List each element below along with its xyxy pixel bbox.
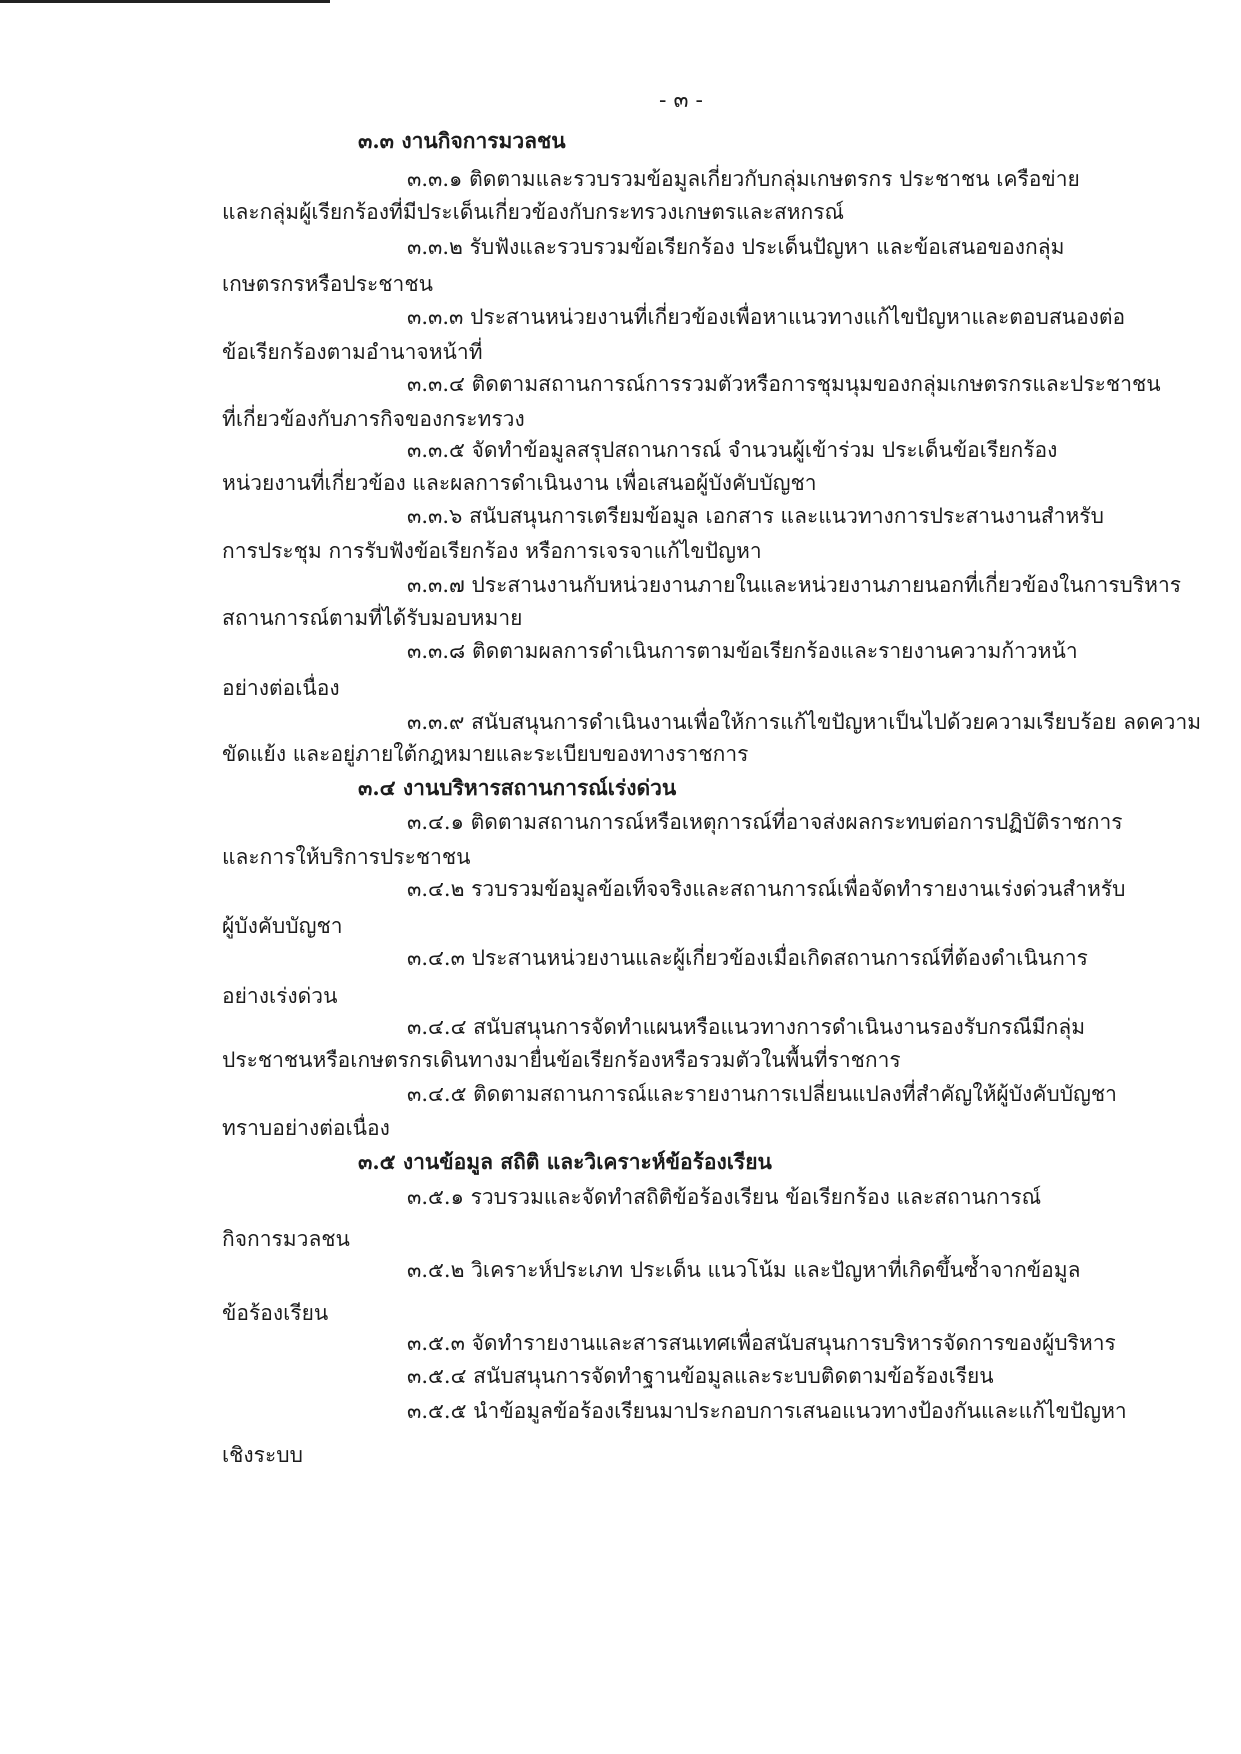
item-continuation: ทราบอย่างต่อเนื่อง xyxy=(222,1116,390,1140)
item-continuation: ที่เกี่ยวข้องกับภารกิจของกระทรวง xyxy=(222,407,525,431)
item-line: ๓.๓.๔ ติดตามสถานการณ์การรวมตัวหรือการชุมนุมของกลุ่มเกษตรกรและประชาชน xyxy=(407,372,1161,396)
section-heading: ๓.๕ งานข้อมูล สถิติ และวิเคราะห์ข้อร้องเรียน xyxy=(358,1149,772,1174)
item-line: ๓.๓.๓ ประสานหน่วยงานที่เกี่ยวข้องเพื่อหาแนวทางแก้ไขปัญหาและตอบสนองต่อ xyxy=(407,305,1126,329)
item-line: ๓.๔.๕ ติดตามสถานการณ์และรายงานการเปลี่ยนแปลงที่สำคัญให้ผู้บังคับบัญชา xyxy=(407,1082,1117,1106)
item-line: ๓.๔.๒ รวบรวมข้อมูลข้อเท็จจริงและสถานการณ์เพื่อจัดทำรายงานเร่งด่วนสำหรับ xyxy=(407,877,1126,901)
item-continuation: ประชาชนหรือเกษตรกรเดินทางมายื่นข้อเรียกร้องหรือรวมตัวในพื้นที่ราชการ xyxy=(222,1048,901,1072)
item-line: ๓.๕.๕ นำข้อมูลข้อร้องเรียนมาประกอบการเสนอแนวทางป้องกันและแก้ไขปัญหา xyxy=(407,1399,1127,1423)
item-line: ๓.๓.๙ สนับสนุนการดำเนินงานเพื่อให้การแก้ไขปัญหาเป็นไปด้วยความเรียบร้อย ลดความ xyxy=(407,710,1202,734)
item-continuation: ข้อร้องเรียน xyxy=(222,1301,329,1325)
section-heading: ๓.๔ งานบริหารสถานการณ์เร่งด่วน xyxy=(358,775,677,800)
item-line: ๓.๕.๒ วิเคราะห์ประเภท ประเด็น แนวโน้ม และปัญหาที่เกิดขึ้นซ้ำจากข้อมูล xyxy=(407,1258,1081,1282)
section-heading: ๓.๓ งานกิจการมวลชน xyxy=(358,128,566,153)
item-line: ๓.๔.๑ ติดตามสถานการณ์หรือเหตุการณ์ที่อาจส่งผลกระทบต่อการปฏิบัติราชการ xyxy=(407,810,1123,834)
item-line: ๓.๓.๘ ติดตามผลการดำเนินการตามข้อเรียกร้องและรายงานความก้าวหน้า xyxy=(407,639,1078,663)
item-continuation: และกลุ่มผู้เรียกร้องที่มีประเด็นเกี่ยวข้องกับกระทรวงเกษตรและสหกรณ์ xyxy=(222,200,844,224)
item-line: ๓.๓.๑ ติดตามและรวบรวมข้อมูลเกี่ยวกับกลุ่มเกษตรกร ประชาชน เครือข่าย xyxy=(407,167,1080,191)
item-continuation: กิจการมวลชน xyxy=(222,1227,350,1251)
item-continuation: อย่างเร่งด่วน xyxy=(222,984,338,1008)
item-line: ๓.๓.๖ สนับสนุนการเตรียมข้อมูล เอกสาร และแนวทางการประสานงานสำหรับ xyxy=(407,504,1104,528)
item-line: ๓.๓.๗ ประสานงานกับหน่วยงานภายในและหน่วยงานภายนอกที่เกี่ยวข้องในการบริหาร xyxy=(407,573,1182,597)
item-line: ๓.๔.๔ สนับสนุนการจัดทำแผนหรือแนวทางการดำเนินงานรองรับกรณีมีกลุ่ม xyxy=(407,1015,1086,1039)
item-continuation: และการให้บริการประชาชน xyxy=(222,845,471,869)
item-continuation: ขัดแย้ง และอยู่ภายใต้กฎหมายและระเบียบของทางราชการ xyxy=(222,742,749,766)
item-line: ๓.๓.๕ จัดทำข้อมูลสรุปสถานการณ์ จำนวนผู้เข้าร่วม ประเด็นข้อเรียกร้อง xyxy=(407,438,1058,462)
item-continuation: สถานการณ์ตามที่ได้รับมอบหมาย xyxy=(222,606,523,630)
item-continuation: ข้อเรียกร้องตามอำนาจหน้าที่ xyxy=(222,340,483,364)
item-line: ๓.๕.๓ จัดทำรายงานและสารสนเทศเพื่อสนับสนุนการบริหารจัดการของผู้บริหาร xyxy=(407,1331,1116,1355)
item-line: ๓.๕.๑ รวบรวมและจัดทำสถิติข้อร้องเรียน ข้อเรียกร้อง และสถานการณ์ xyxy=(407,1185,1042,1209)
item-continuation: เกษตรกรหรือประชาชน xyxy=(222,272,433,296)
item-continuation: การประชุม การรับฟังข้อเรียกร้อง หรือการเจรจาแก้ไขปัญหา xyxy=(222,539,762,563)
item-continuation: หน่วยงานที่เกี่ยวข้อง และผลการดำเนินงาน เพื่อเสนอผู้บังคับบัญชา xyxy=(222,471,817,495)
item-line: ๓.๔.๓ ประสานหน่วยงานและผู้เกี่ยวข้องเมื่อเกิดสถานการณ์ที่ต้องดำเนินการ xyxy=(407,946,1088,970)
item-line: ๓.๓.๒ รับฟังและรวบรวมข้อเรียกร้อง ประเด็นปัญหา และข้อเสนอของกลุ่ม xyxy=(407,235,1065,259)
top-rule xyxy=(0,0,330,3)
page-number: - ๓ - xyxy=(659,88,703,113)
item-continuation: เชิงระบบ xyxy=(222,1443,303,1467)
item-continuation: อย่างต่อเนื่อง xyxy=(222,676,340,700)
item-line: ๓.๕.๔ สนับสนุนการจัดทำฐานข้อมูลและระบบติดตามข้อร้องเรียน xyxy=(407,1364,994,1388)
item-continuation: ผู้บังคับบัญชา xyxy=(222,914,343,938)
